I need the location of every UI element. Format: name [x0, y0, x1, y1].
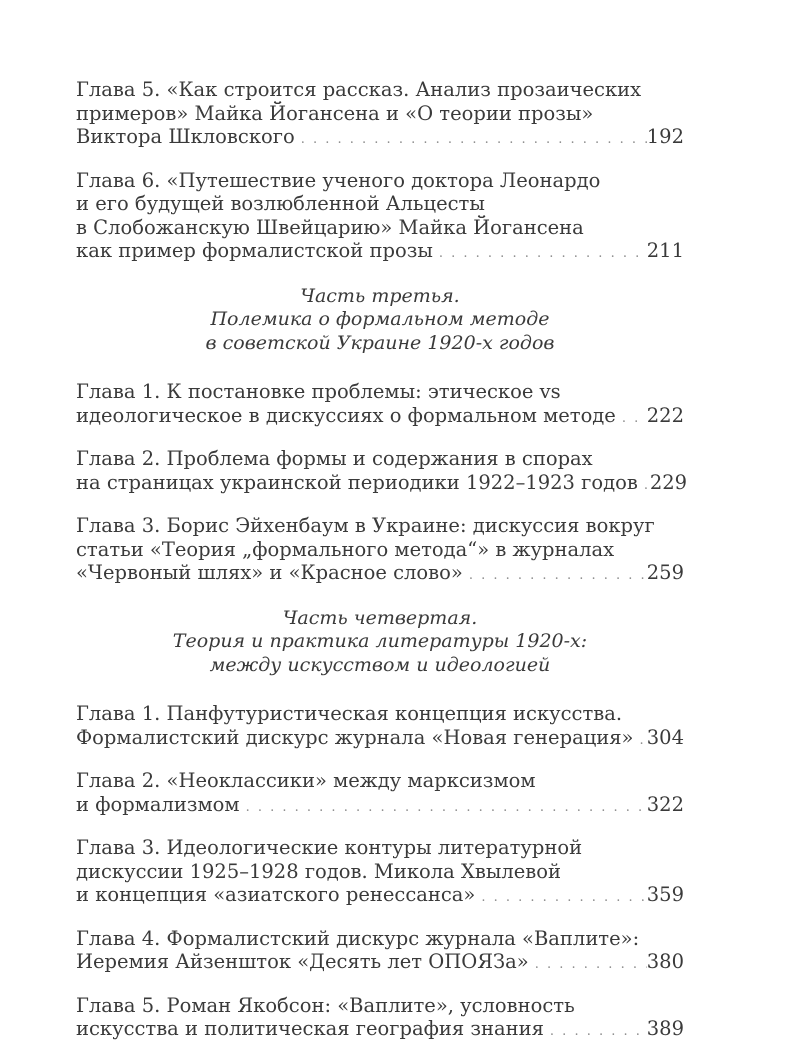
- toc-entry-last-line: [76, 239, 684, 266]
- page-number: 389: [646, 1017, 684, 1040]
- dot-leader: [544, 1020, 647, 1044]
- toc-entry-line: на страницах украинской периодики 1922–1923 годов: [76, 470, 638, 494]
- page-number: 211: [646, 239, 684, 262]
- toc-entry-line: в Слобожанскую Швейцарию» Майка Йогансена: [76, 215, 584, 239]
- toc-entry-line: Глава 6. «Путешествие ученого доктора Леонардо: [76, 168, 601, 192]
- toc-entry-part3-chapter2: [76, 447, 688, 497]
- toc-entry-part3-chapter3: [76, 514, 684, 588]
- toc-entry-line: Глава 5. «Как строится рассказ. Анализ прозаических: [76, 78, 642, 101]
- dot-leader: [633, 729, 646, 753]
- page-number: 259: [646, 561, 684, 584]
- toc-entry-last-line: [76, 404, 684, 431]
- part-heading-4: [76, 607, 684, 678]
- toc-entry-part4-chapter2: [76, 769, 684, 819]
- toc-entry-line: Глава 3. Борис Эйхенбаум в Украине: дискуссия вокруг: [76, 514, 655, 537]
- toc-entry-part4-chapter4: [76, 927, 684, 977]
- toc-entry-line: искусства и политическая география знания: [76, 1017, 544, 1040]
- toc-entry-last-line: [76, 883, 684, 910]
- part-heading-line: в советской Украине 1920-х годов: [205, 331, 555, 354]
- toc-entry-line: Глава 2. Проблема формы и содержания в спорах: [76, 447, 593, 470]
- page-number: 304: [646, 725, 684, 749]
- toc-entry-line: и концепция «азиатского ренессанса»: [76, 883, 476, 906]
- toc-entry-line: как пример формалистской прозы: [76, 239, 433, 262]
- dot-leader: [529, 953, 647, 977]
- table-of-contents: [76, 78, 688, 1061]
- part-heading-line: Часть четвертая.: [282, 606, 478, 629]
- toc-entry-line: Глава 4. Формалистский дискурс журнала «Ваплите»:: [76, 926, 640, 950]
- toc-entry-line: и формализмом: [76, 792, 240, 816]
- toc-entry-line: Глава 2. «Неоклассики» между марксизмом: [76, 769, 536, 792]
- part-heading-line: между искусством и идеологией: [209, 653, 551, 676]
- toc-entry-line: статьи «Теория „формального метода“» в журналах: [76, 537, 615, 561]
- page-number: 322: [646, 792, 684, 816]
- toc-entry-last-line: [76, 793, 684, 820]
- page-number: 222: [646, 403, 684, 427]
- toc-entry-line: Иеремия Айзеншток «Десять лет ОПОЯЗа»: [76, 950, 529, 973]
- dot-leader: [638, 474, 650, 498]
- toc-entry-line: Глава 5. Роман Якобсон: «Ваплите», условность: [76, 993, 575, 1017]
- page-number: 359: [646, 883, 684, 906]
- toc-entry-part2-chapter6: [76, 169, 684, 266]
- toc-entry-line: Виктора Шкловского: [76, 125, 295, 148]
- toc-entry-part2-chapter5: [76, 78, 684, 152]
- part-heading-3: [76, 285, 684, 356]
- toc-entry-line: идеологическое в дискуссиях о формальном методе: [76, 403, 616, 427]
- page-number: 229: [649, 470, 688, 494]
- toc-entry-part3-chapter1: [76, 380, 684, 430]
- dot-leader: [463, 564, 647, 588]
- dot-leader: [616, 407, 647, 431]
- part-heading-line: Полемика о формальном методе: [210, 308, 550, 330]
- toc-entry-line: дискуссии 1925–1928 годов. Микола Хвылевой: [76, 859, 562, 883]
- toc-entry-last-line: [76, 470, 688, 498]
- toc-entry-last-line: [76, 561, 684, 588]
- toc-entry-line: Глава 3. Идеологические контуры литературной: [76, 836, 583, 859]
- toc-entry-part4-chapter1: [76, 702, 684, 752]
- toc-entry-last-line: [76, 950, 684, 977]
- toc-entry-line: и его будущей возлюбленной Альцесты: [76, 192, 485, 215]
- dot-leader: [475, 886, 646, 910]
- dot-leader: [240, 796, 647, 820]
- toc-entry-last-line: [76, 726, 684, 753]
- toc-entry-last-line: [76, 1017, 684, 1044]
- toc-entry-line: примеров» Майка Йогансена и «О теории прозы»: [76, 101, 594, 125]
- toc-entry-line: Глава 1. Панфутуристическая концепция искусства.: [76, 702, 623, 725]
- toc-entry-line: Глава 1. К постановке проблемы: этическое vs: [76, 380, 561, 403]
- toc-entry-part4-chapter5: [76, 994, 684, 1044]
- toc-entry-line: «Червоный шлях» и «Красное слово»: [76, 561, 463, 584]
- toc-entry-last-line: [76, 125, 684, 152]
- dot-leader: [433, 242, 647, 266]
- toc-entry-line: Формалистский дискурс журнала «Новая генерация»: [76, 725, 634, 749]
- dot-leader: [295, 128, 647, 152]
- part-heading-line: Теория и практика литературы 1920-х:: [172, 630, 588, 652]
- part-heading-line: Часть третья.: [300, 284, 460, 307]
- page-number: 380: [646, 950, 684, 973]
- toc-entry-part4-chapter3: [76, 836, 684, 910]
- page-number: 192: [646, 125, 684, 148]
